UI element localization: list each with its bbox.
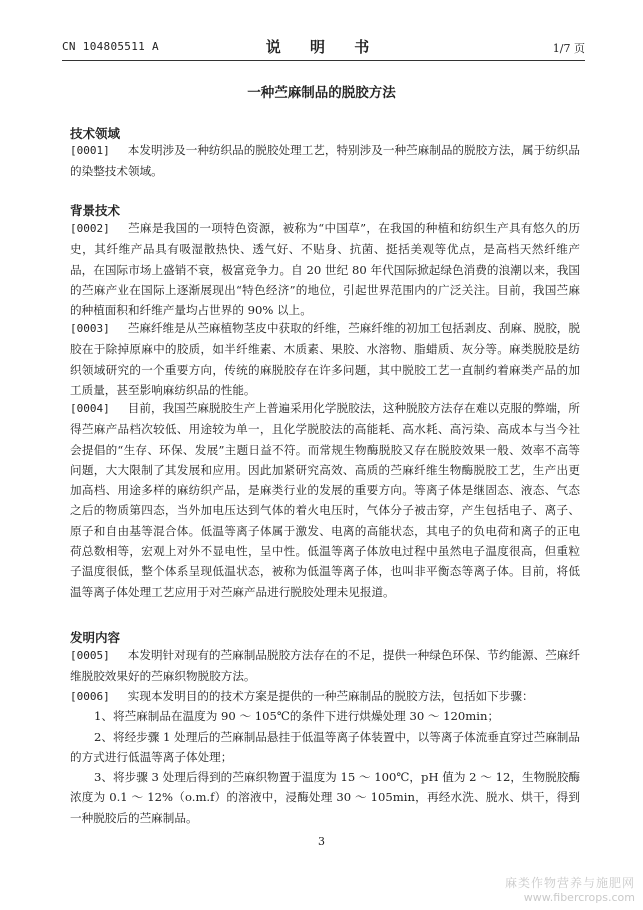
paragraph-0005 <box>70 645 580 687</box>
step-3: 3、将步骤 3 处理后得到的苎麻织物置于温度为 15 ～ 100℃，pH 值为 2 ～ 12，生物脱胶酶浓度为 0.1 ～ 12%（o.m.f）的溶液中，浸酶处理 30 ～ 105min，再经水洗、脱水、烘干，得到一种脱胶后的苎麻制品。 <box>70 770 580 825</box>
paragraph-number: [0005] <box>70 649 110 662</box>
paragraph-0004 <box>70 398 580 602</box>
patent-number: CN 104805511 A <box>62 40 159 53</box>
page-header <box>62 38 585 60</box>
paragraph-0006 <box>70 686 580 707</box>
page-number: 3 <box>318 835 325 848</box>
paragraph-text: 苎麻纤维是从苎麻植物茎皮中获取的纤维，苎麻纤维的初加工包括剥皮、刮麻、脱胶，脱胶在于除掉原麻中的胶质，如半纤维素、木质素、果胶、水溶物、脂蜡质、灰分等。麻类脱胶是纺织领域研究的一个重要方向，传统的麻脱胶存在许多问题，其中脱胶工艺一直制约着麻类产品的加工质量，甚至影响麻纺织品的性能。 <box>70 321 580 397</box>
document-title: 一种苎麻制品的脱胶方法 <box>247 85 396 101</box>
step-1: 1、将苎麻制品在温度为 90 ～ 105℃的条件下进行烘燥处理 30 ～ 120min； <box>94 709 500 723</box>
heading-tech-field: 技术领域 <box>70 126 121 141</box>
heading-invention: 发明内容 <box>70 630 121 645</box>
watermark-url: www.fibercrops.com <box>523 891 635 904</box>
paragraph-text: 实现本发明目的的技术方案是提供的一种苎麻制品的脱胶方法，包括如下步骤： <box>127 689 534 703</box>
paragraph-text: 苎麻是我国的一项特色资源，被称为“中国草”，在我国的种植和纺织生产具有悠久的历史，其纤维产品具有吸湿散热快、透气好、不贴身、抗菌、挺括美观等优点，是高档天然纤维产品，在国际市场上盛销不衰，极富竞争力。自 20 世纪 80 年代国际掀起绿色消费的浪潮以来，我国的苎麻产业在国际上逐渐展现出“特色经济”的地位，引起世界范围内的广泛关注。目前，我国苎麻的种植面积和纤维产量均占世界的 90% 以上。 <box>70 221 580 318</box>
paragraph-0003 <box>70 318 580 400</box>
step-2: 2、将经步骤 1 处理后的苎麻制品悬挂于低温等离子体装置中，以等离子体流垂直穿过苎麻制品的方式进行低温等离子体处理； <box>70 730 580 765</box>
paragraph-0002 <box>70 218 580 320</box>
paragraph-text: 本发明涉及一种纺织品的脱胶处理工艺，特别涉及一种苎麻制品的脱胶方法，属于纺织品的染整技术领域。 <box>70 143 580 179</box>
header-divider <box>62 60 585 61</box>
paragraph-0001 <box>70 140 580 182</box>
watermark-site-name: 麻类作物营养与施肥网 <box>504 876 635 890</box>
paragraph-number: [0001] <box>70 144 110 157</box>
paragraph-number: [0006] <box>70 690 110 703</box>
section-title: 说 明 书 <box>265 38 382 56</box>
paragraph-text: 目前，我国苎麻脱胶生产上普遍采用化学脱胶法，这种脱胶方法存在难以克服的弊端，所得苎麻产品档次较低、用途较为单一，且化学脱胶法的高能耗、高水耗、高污染、高成本与当今社会提倡的“生存、环保、发展”主题日益不符。而常规生物酶脱胶又存在脱胶效果一般、效率不高等问题，大大限制了其发展和应用。因此加紧研究高效、高质的苎麻纤维生物酶脱胶工艺，生产出更加高档、用途多样的麻纺织产品，是麻类行业的发展的重要方向。等离子体是继固态、液态、气态之后的物质第四态，当外加电压达到气体的着火电压时，气体分子被击穿，产生包括电子、离子、原子和自由基等混合体。低温等离子体属于激发、电离的高能状态，其电子的负电荷和离子的正电荷总数相等，宏观上对外不显电性，呈中性。低温等离子体放电过程中虽然电子温度很高，但重粒子温度很低，整个体系呈现低温状态，被称为低温等离子体，也叫非平衡态等离子体。目前，将低温等离子体处理工艺应用于对苎麻产品进行脱胶处理未见报道。 <box>70 401 580 599</box>
paragraph-number: [0003] <box>70 322 110 335</box>
paragraph-number: [0002] <box>70 222 110 235</box>
page-indicator: 1/7 页 <box>552 42 585 55</box>
paragraph-number: [0004] <box>70 402 110 415</box>
heading-background: 背景技术 <box>70 203 121 218</box>
paragraph-text: 本发明针对现有的苎麻制品脱胶方法存在的不足，提供一种绿色环保、节约能源、苎麻纤维脱胶效果好的苎麻织物脱胶方法。 <box>70 648 580 684</box>
watermark <box>505 874 635 904</box>
